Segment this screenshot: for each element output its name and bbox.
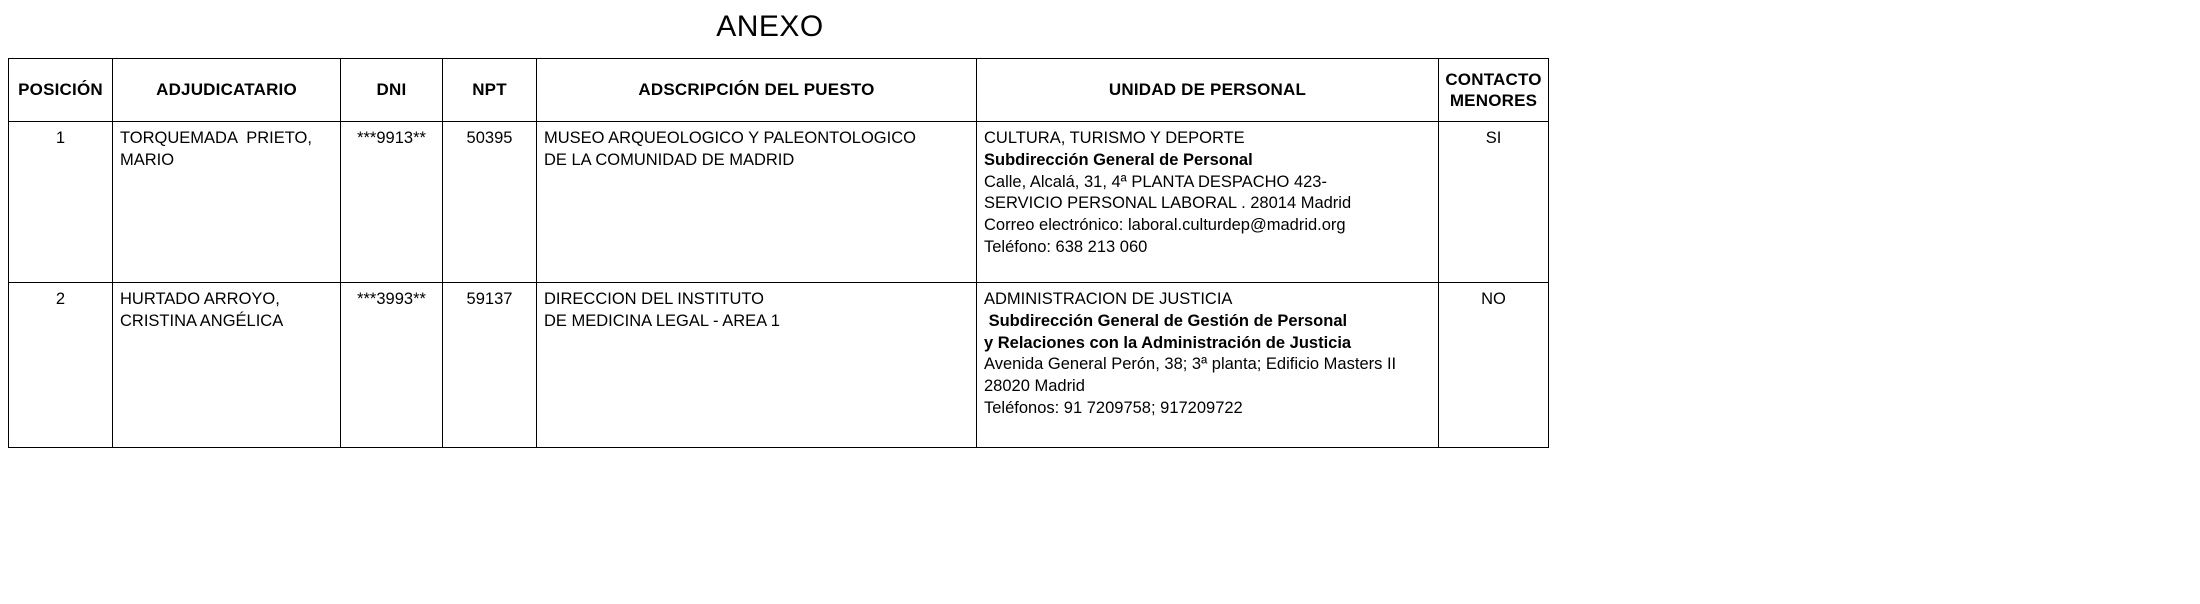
cell-unidad-personal [977,122,1439,283]
adscripcion-line1: MUSEO ARQUEOLOGICO Y PALEONTOLOGICO [544,129,916,147]
cell-adscripcion [537,122,977,283]
unidad-line1: CULTURA, TURISMO Y DEPORTE [984,129,1245,147]
anexo-table [8,58,1549,448]
column-header-dni: DNI [341,59,443,122]
column-header-posicion: POSICIÓN [9,59,113,122]
unidad-line2: Subdirección General de Personal [984,150,1253,169]
table-row [9,122,1549,283]
unidad-line6: Teléfonos: 91 7209758; 917209722 [984,398,1243,417]
unidad-line4: SERVICIO PERSONAL LABORAL . 28014 Madrid [984,194,1352,213]
adscripcion-line1: DIRECCION DEL INSTITUTO [544,290,765,308]
cell-adjudicatario [113,122,341,283]
cell-dni: ***9913** [341,122,443,283]
adjudicatario-line1: HURTADO ARROYO, [120,290,280,308]
cell-adscripcion [537,283,977,448]
cell-npt: 59137 [443,283,537,448]
column-header-contacto-line2: MENORES [1449,91,1538,110]
column-header-adjudicatario: ADJUDICATARIO [113,59,341,122]
page-title: ANEXO [716,10,824,43]
cell-dni: ***3993** [341,283,443,448]
table-body [9,122,1549,448]
cell-contacto-menores: NO [1439,283,1549,448]
column-header-unidad: UNIDAD DE PERSONAL [977,59,1439,122]
unidad-line4: Avenida General Perón, 38; 3ª planta; Edificio Masters II [984,355,1397,374]
cell-posicion: 2 [9,283,113,448]
adscripcion-line2: DE MEDICINA LEGAL - AREA 1 [544,311,780,330]
cell-npt: 50395 [443,122,537,283]
adjudicatario-line2: MARIO [120,150,175,169]
cell-contacto-menores: SI [1439,122,1549,283]
column-header-contacto-menores [1439,59,1549,122]
adscripcion-line2: DE LA COMUNIDAD DE MADRID [544,150,795,169]
cell-posicion: 1 [9,122,113,283]
column-header-adscripcion: ADSCRIPCIÓN DEL PUESTO [537,59,977,122]
unidad-line3: y Relaciones con la Administración de Justicia [984,333,1352,352]
adjudicatario-line2: CRISTINA ANGÉLICA [120,311,284,330]
unidad-line1: ADMINISTRACION DE JUSTICIA [984,290,1233,308]
unidad-line2: Subdirección General de Gestión de Personal [984,311,1348,330]
column-header-npt: NPT [443,59,537,122]
unidad-line3: Calle, Alcalá, 31, 4ª PLANTA DESPACHO 423- [984,172,1327,191]
column-header-contacto-line1: CONTACTO [1445,69,1542,89]
table-header [9,59,1549,122]
table-header-row [9,59,1549,122]
cell-adjudicatario [113,283,341,448]
unidad-line5: Correo electrónico: laboral.culturdep@madrid.org [984,216,1346,235]
unidad-line5: 28020 Madrid [984,377,1085,396]
table-row [9,283,1549,448]
adjudicatario-line1: TORQUEMADA PRIETO, [120,129,312,147]
cell-unidad-personal [977,283,1439,448]
unidad-line6: Teléfono: 638 213 060 [984,237,1148,256]
